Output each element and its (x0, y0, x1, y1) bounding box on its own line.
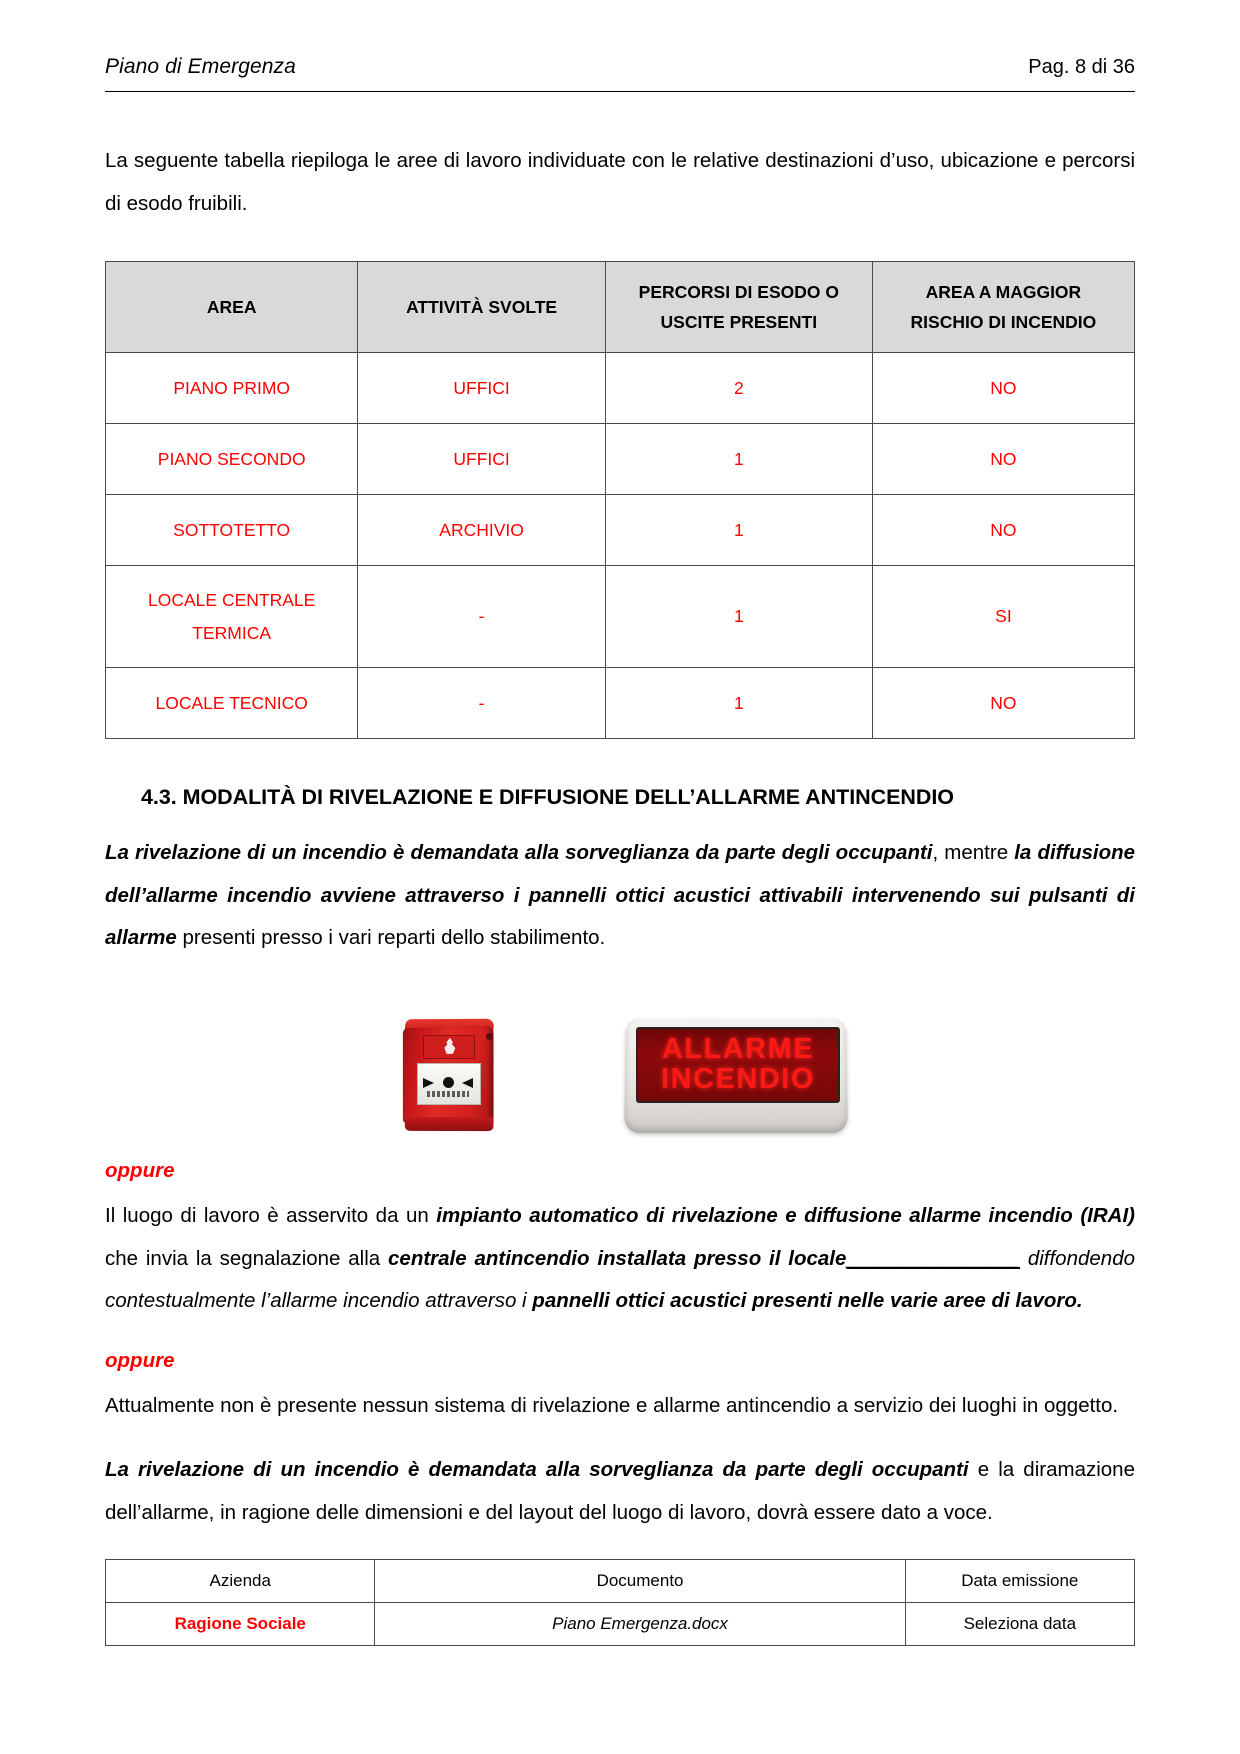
column-header-rischio (872, 262, 1134, 353)
call-point-base (405, 1117, 494, 1131)
cell-rischio: NO (872, 424, 1134, 495)
column-header-percorsi-line1: PERCORSI DI ESODO O (638, 281, 839, 302)
arrow-right-icon (423, 1078, 434, 1088)
areas-table-head (106, 262, 1135, 353)
cell-attivita: - (358, 668, 605, 739)
call-point-brand-mark (427, 1091, 469, 1097)
cell-area-line2: TERMICA (192, 622, 272, 643)
table-row (106, 424, 1135, 495)
cell-rischio: SI (872, 566, 1134, 668)
cell-rischio: NO (872, 495, 1134, 566)
call-point-led-indicator (486, 1033, 493, 1040)
footer-header-documento: Documento (375, 1560, 905, 1603)
column-header-rischio-line2: RISCHIO DI INCENDIO (910, 312, 1097, 333)
areas-table-body (106, 353, 1135, 739)
cell-rischio: NO (872, 353, 1134, 424)
paragraph-nessun-sistema: Attualmente non è presente nessun sistema di rivelazione e allarme antincendio a servizio dei luoghi in oggetto. (105, 1393, 1119, 1417)
p1-bold-segment-1: La rivelazione di un incendio è demandata alla sorveglianza da parte degli occupanti (105, 841, 933, 864)
cell-attivita: UFFICI (358, 353, 605, 424)
footer-table (105, 1559, 1135, 1646)
cell-area (106, 566, 358, 668)
areas-table (105, 261, 1135, 739)
cell-percorsi: 1 (605, 424, 872, 495)
cell-percorsi: 2 (605, 353, 872, 424)
section-heading-4-3: 4.3. MODALITÀ DI RIVELAZIONE E DIFFUSIONE DELL’ALLARME ANTINCENDIO (141, 785, 954, 809)
cell-attivita: - (358, 566, 605, 668)
arrow-left-icon (462, 1078, 473, 1088)
paragraph-rivelazione-diffusione (105, 832, 1135, 960)
p2-plain-segment-2: che invia la segnalazione alla (105, 1246, 389, 1270)
column-header-area (106, 262, 358, 353)
footer-value-data-emissione[interactable]: Seleziona data (905, 1603, 1134, 1646)
p4-bold-segment: La rivelazione di un incendio è demandata alla sorveglianza da parte degli occupanti (105, 1458, 969, 1482)
p4-plain-segment: e la diramazione dell’allarme, in ragione delle dimensioni e del layout del luogo di lavoro, dovrà essere dato a voce. (105, 1458, 1135, 1524)
manual-call-point-icon (393, 1015, 505, 1133)
alarm-panel-screen (636, 1027, 840, 1103)
table-row (106, 566, 1135, 668)
areas-table-header-row (106, 262, 1135, 353)
p1-plain-segment-1: , mentre (932, 841, 1015, 864)
fire-alarm-panel-image (625, 1018, 847, 1133)
column-header-attivita (358, 262, 605, 353)
table-row (106, 353, 1135, 424)
cell-area: LOCALE TECNICO (106, 668, 358, 739)
header-page-number: Pag. 8 di 36 (1028, 56, 1135, 78)
p1-bold-segment-2: la diffusione dell’allarme incendio avviene attraverso i pannelli ottici acustici attivabili intervenendo sui pulsanti di allarme (105, 841, 1136, 950)
column-header-rischio-line1: AREA A MAGGIOR (925, 281, 1082, 302)
oppure-separator-1: oppure (105, 1158, 175, 1182)
p2-bold-segment-2: centrale antincendio installata presso il locale (388, 1246, 847, 1270)
cell-rischio: NO (872, 668, 1134, 739)
cell-attivita: UFFICI (358, 424, 605, 495)
p2-plain-segment-1: Il luogo di lavoro è asservito da un (105, 1203, 437, 1227)
cell-area: PIANO SECONDO (106, 424, 358, 495)
p2-bold-segment-1: impianto automatico di rivelazione e diffusione allarme incendio (IRAI) (436, 1203, 1135, 1227)
page-header (105, 55, 1135, 92)
footer-header-azienda: Azienda (106, 1560, 375, 1603)
cell-attivita: ARCHIVIO (358, 495, 605, 566)
footer-header-data-emissione: Data emissione (905, 1560, 1134, 1603)
paragraph-impianto-automatico (105, 1195, 1135, 1323)
cell-area-line1: LOCALE CENTRALE (148, 590, 316, 611)
intro-paragraph: La seguente tabella riepiloga le aree di lavoro individuate con le relative destinazioni d’uso, ubicazione e percorsi di esodo fruibili. (105, 149, 1135, 215)
cell-area: SOTTOTETTO (106, 495, 358, 566)
p1-plain-segment-2: presenti presso i vari reparti dello stabilimento. (176, 926, 606, 950)
p2-bold-segment-3: pannelli ottici acustici presenti nelle varie aree di lavoro. (532, 1289, 1083, 1313)
cell-area: PIANO PRIMO (106, 353, 358, 424)
cell-percorsi: 1 (605, 495, 872, 566)
p2-plain-segment-3: diffondendo contestualmente l’allarme incendio attraverso i (105, 1246, 1135, 1313)
figure-row (105, 998, 1135, 1133)
table-row (106, 495, 1135, 566)
press-dot-icon (443, 1077, 454, 1088)
column-header-area-line1: AREA (206, 296, 257, 317)
alarm-panel-text-line1: ALLARME (661, 1033, 815, 1066)
cell-percorsi: 1 (605, 566, 872, 668)
alarm-panel-text-line2: INCENDIO (661, 1062, 815, 1095)
column-header-percorsi-line2: USCITE PRESENTI (660, 312, 818, 333)
column-header-percorsi (605, 262, 872, 353)
page-footer (105, 1559, 1135, 1646)
footer-value-azienda: Ragione Sociale (106, 1603, 375, 1646)
oppure-separator-2: oppure (105, 1348, 175, 1372)
footer-header-row (106, 1560, 1135, 1603)
cell-percorsi: 1 (605, 668, 872, 739)
table-row (106, 668, 1135, 739)
footer-value-documento: Piano Emergenza.docx (375, 1603, 905, 1646)
fill-in-blank-locale[interactable]: ______________ (846, 1246, 1021, 1270)
header-document-title: Piano di Emergenza (105, 55, 296, 78)
column-header-attivita-line1: ATTIVITÀ SVOLTE (406, 296, 558, 317)
footer-value-row (106, 1603, 1135, 1646)
paragraph-sorveglianza-voce (105, 1449, 1135, 1534)
